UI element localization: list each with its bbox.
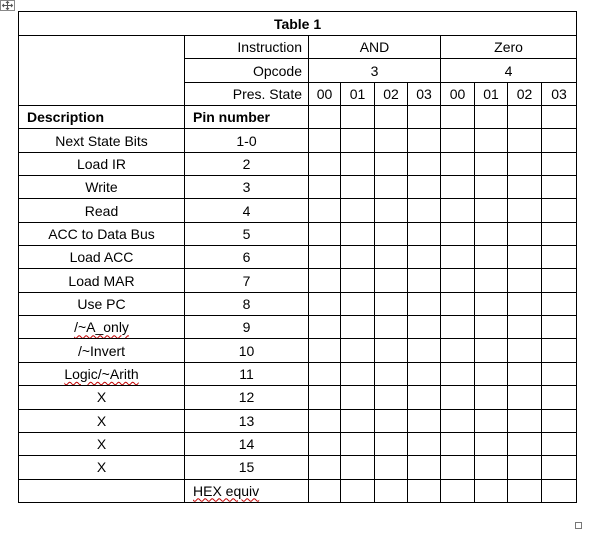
table-cell[interactable] <box>508 106 542 129</box>
description-cell[interactable]: Next State Bits <box>19 129 185 152</box>
table-cell[interactable] <box>508 456 542 479</box>
table-cell[interactable] <box>341 106 375 129</box>
table-cell[interactable] <box>309 456 341 479</box>
table-cell[interactable] <box>441 479 475 502</box>
table-cell[interactable] <box>375 362 408 385</box>
table-cell[interactable] <box>341 386 375 409</box>
table-cell[interactable] <box>408 106 441 129</box>
table-cell[interactable] <box>375 432 408 455</box>
table-row <box>19 409 577 432</box>
table-cell[interactable] <box>441 222 475 245</box>
table-cell[interactable] <box>542 199 577 222</box>
table-cell[interactable] <box>542 316 577 339</box>
table-cell[interactable] <box>475 269 508 292</box>
state-zero-02[interactable]: 02 <box>508 82 542 105</box>
table-row <box>19 222 577 245</box>
description-cell[interactable]: Read <box>19 199 185 222</box>
table-cell[interactable] <box>508 316 542 339</box>
table-cell[interactable] <box>542 269 577 292</box>
table-cell[interactable] <box>375 479 408 502</box>
table-cell[interactable] <box>508 409 542 432</box>
table-body <box>19 12 577 503</box>
table-cell[interactable] <box>408 362 441 385</box>
table-cell[interactable] <box>441 269 475 292</box>
table-cell[interactable] <box>441 432 475 455</box>
description-cell[interactable] <box>19 362 185 385</box>
pin-cell[interactable]: 2 <box>185 152 309 175</box>
opcode-and[interactable]: 3 <box>309 59 441 82</box>
table-cell[interactable] <box>508 129 542 152</box>
table-cell[interactable] <box>441 199 475 222</box>
table-cell[interactable] <box>309 106 341 129</box>
table-cell[interactable] <box>441 409 475 432</box>
table-cell[interactable] <box>508 176 542 199</box>
table-cell[interactable] <box>542 222 577 245</box>
table-cell[interactable] <box>408 292 441 315</box>
table-row <box>19 269 577 292</box>
table-cell[interactable] <box>542 456 577 479</box>
table-cell[interactable] <box>375 339 408 362</box>
table-cell[interactable] <box>441 456 475 479</box>
hex-equiv-cell[interactable] <box>185 479 309 502</box>
table-cell[interactable] <box>508 292 542 315</box>
description-cell[interactable]: /~Invert <box>19 339 185 362</box>
table-cell[interactable] <box>542 339 577 362</box>
state-zero-01[interactable]: 01 <box>475 82 508 105</box>
table-cell[interactable] <box>542 479 577 502</box>
table-row <box>19 386 577 409</box>
table-resize-handle[interactable] <box>575 522 582 529</box>
description-text: /~A_only <box>74 319 129 336</box>
table-row <box>19 339 577 362</box>
table-cell[interactable] <box>542 386 577 409</box>
table-cell[interactable] <box>408 246 441 269</box>
table-cell[interactable] <box>508 362 542 385</box>
table-cell[interactable] <box>341 246 375 269</box>
table-cell[interactable] <box>375 152 408 175</box>
move-arrows-icon <box>1 1 14 10</box>
table-cell[interactable] <box>375 129 408 152</box>
table-cell[interactable] <box>441 152 475 175</box>
pin-cell[interactable]: 15 <box>185 456 309 479</box>
table-cell[interactable] <box>475 176 508 199</box>
table-cell[interactable] <box>309 339 341 362</box>
table-row <box>19 362 577 385</box>
table-cell[interactable] <box>19 479 185 502</box>
state-and-01[interactable]: 01 <box>341 82 375 105</box>
description-cell[interactable]: Load ACC <box>19 246 185 269</box>
table-cell[interactable] <box>508 269 542 292</box>
column-header-row <box>19 106 577 129</box>
table-cell[interactable] <box>408 316 441 339</box>
instruction-label[interactable]: Instruction <box>185 36 309 59</box>
table-row <box>19 199 577 222</box>
table-row <box>19 246 577 269</box>
table-cell[interactable] <box>408 409 441 432</box>
table-cell[interactable] <box>542 432 577 455</box>
table-cell[interactable] <box>408 152 441 175</box>
table-cell[interactable] <box>375 292 408 315</box>
table-row <box>19 432 577 455</box>
pres-state-label[interactable]: Pres. State <box>185 82 309 105</box>
table-cell[interactable] <box>475 222 508 245</box>
table-row <box>19 456 577 479</box>
table-row <box>19 316 577 339</box>
pin-cell[interactable]: 3 <box>185 176 309 199</box>
table-cell[interactable] <box>475 129 508 152</box>
table-cell[interactable] <box>408 479 441 502</box>
table-cell[interactable] <box>475 152 508 175</box>
table-cell[interactable] <box>475 292 508 315</box>
table-cell[interactable] <box>309 409 341 432</box>
table-cell[interactable] <box>508 246 542 269</box>
table-cell[interactable] <box>542 129 577 152</box>
table-row <box>19 152 577 175</box>
table-cell[interactable] <box>375 222 408 245</box>
description-cell[interactable]: X <box>19 456 185 479</box>
table-cell[interactable] <box>375 199 408 222</box>
pin-cell[interactable]: 8 <box>185 292 309 315</box>
instruction-zero[interactable]: Zero <box>441 36 577 59</box>
table-cell[interactable] <box>341 479 375 502</box>
pin-cell[interactable]: 11 <box>185 362 309 385</box>
opcode-zero[interactable]: 4 <box>441 59 577 82</box>
table-cell[interactable] <box>408 199 441 222</box>
table-cell[interactable] <box>508 386 542 409</box>
table-cell[interactable] <box>341 269 375 292</box>
table-cell[interactable] <box>441 362 475 385</box>
table-cell[interactable] <box>375 456 408 479</box>
table-cell[interactable] <box>341 432 375 455</box>
table-cell[interactable] <box>475 106 508 129</box>
table-cell[interactable] <box>309 432 341 455</box>
table-cell[interactable] <box>341 129 375 152</box>
table-cell[interactable] <box>408 386 441 409</box>
table-cell[interactable] <box>408 339 441 362</box>
description-cell[interactable]: Write <box>19 176 185 199</box>
table-cell[interactable] <box>309 362 341 385</box>
pin-cell[interactable]: 10 <box>185 339 309 362</box>
table-cell[interactable] <box>309 222 341 245</box>
state-and-03[interactable]: 03 <box>408 82 441 105</box>
state-and-02[interactable]: 02 <box>375 82 408 105</box>
table-cell[interactable] <box>408 456 441 479</box>
table-cell[interactable] <box>408 176 441 199</box>
table-cell[interactable] <box>441 106 475 129</box>
table-cell[interactable] <box>441 246 475 269</box>
table-cell[interactable] <box>475 386 508 409</box>
table-cell[interactable] <box>542 152 577 175</box>
table-cell[interactable] <box>341 199 375 222</box>
table-cell[interactable] <box>441 292 475 315</box>
description-cell[interactable]: Load IR <box>19 152 185 175</box>
table-cell[interactable] <box>475 339 508 362</box>
caption-row <box>19 12 577 36</box>
table-cell[interactable] <box>508 222 542 245</box>
state-zero-03[interactable]: 03 <box>542 82 577 105</box>
table-cell[interactable] <box>475 409 508 432</box>
description-cell[interactable]: Load MAR <box>19 269 185 292</box>
state-and-00[interactable]: 00 <box>309 82 341 105</box>
table-row <box>19 176 577 199</box>
table-cell[interactable] <box>475 199 508 222</box>
table-cell[interactable] <box>341 316 375 339</box>
table-cell[interactable] <box>475 456 508 479</box>
table-cell[interactable] <box>408 432 441 455</box>
table-cell[interactable] <box>341 339 375 362</box>
table-move-handle[interactable] <box>0 0 15 11</box>
table-cell[interactable] <box>542 292 577 315</box>
table-cell[interactable] <box>475 362 508 385</box>
table-row <box>19 129 577 152</box>
table-cell[interactable] <box>375 106 408 129</box>
hex-equiv-label: HEX equiv <box>193 482 260 499</box>
table-row <box>19 292 577 315</box>
table-cell[interactable] <box>441 339 475 362</box>
table-cell[interactable] <box>508 432 542 455</box>
table-cell[interactable] <box>542 106 577 129</box>
description-cell[interactable]: X <box>19 409 185 432</box>
table-cell[interactable] <box>375 386 408 409</box>
table-cell[interactable] <box>408 129 441 152</box>
table-cell[interactable] <box>441 129 475 152</box>
table-cell[interactable] <box>408 222 441 245</box>
table-cell[interactable] <box>542 246 577 269</box>
table-cell[interactable] <box>341 152 375 175</box>
pin-cell[interactable]: 12 <box>185 386 309 409</box>
pin-number-header[interactable]: Pin number <box>185 106 309 129</box>
table-cell[interactable] <box>542 409 577 432</box>
description-cell[interactable]: X <box>19 432 185 455</box>
table-cell[interactable] <box>309 292 341 315</box>
table-cell[interactable] <box>475 432 508 455</box>
table-cell[interactable] <box>375 176 408 199</box>
table-cell[interactable] <box>475 246 508 269</box>
description-header[interactable]: Description <box>19 106 185 129</box>
pin-cell[interactable]: 13 <box>185 409 309 432</box>
table-cell[interactable] <box>375 246 408 269</box>
table-cell[interactable] <box>375 316 408 339</box>
table-cell[interactable] <box>341 222 375 245</box>
description-cell[interactable]: ACC to Data Bus <box>19 222 185 245</box>
pin-cell[interactable]: 14 <box>185 432 309 455</box>
table-cell[interactable] <box>408 269 441 292</box>
table-cell[interactable] <box>375 269 408 292</box>
table-cell[interactable] <box>508 479 542 502</box>
table-cell[interactable] <box>441 316 475 339</box>
table-cell[interactable] <box>341 176 375 199</box>
table-caption[interactable]: Table 1 <box>19 12 577 36</box>
instruction-row <box>19 36 577 59</box>
description-cell[interactable]: Use PC <box>19 292 185 315</box>
table-cell[interactable] <box>309 246 341 269</box>
table-cell[interactable] <box>375 409 408 432</box>
opcode-label[interactable]: Opcode <box>185 59 309 82</box>
table-cell[interactable] <box>508 199 542 222</box>
table-cell[interactable] <box>508 339 542 362</box>
table-cell[interactable] <box>309 386 341 409</box>
table-cell[interactable] <box>341 456 375 479</box>
description-cell[interactable]: X <box>19 386 185 409</box>
pin-cell[interactable]: 9 <box>185 316 309 339</box>
hex-row <box>19 479 577 502</box>
description-cell[interactable] <box>19 316 185 339</box>
table-cell[interactable] <box>475 316 508 339</box>
table-cell[interactable] <box>341 292 375 315</box>
table-cell[interactable] <box>309 316 341 339</box>
table-cell[interactable] <box>542 362 577 385</box>
pin-cell[interactable]: 5 <box>185 222 309 245</box>
pin-cell[interactable]: 7 <box>185 269 309 292</box>
table-cell[interactable] <box>341 362 375 385</box>
table-cell[interactable] <box>441 386 475 409</box>
instruction-and[interactable]: AND <box>309 36 441 59</box>
pin-cell[interactable]: 6 <box>185 246 309 269</box>
description-text: Logic/~Arith <box>64 365 139 382</box>
header-blank-cell[interactable] <box>19 36 185 106</box>
table-cell[interactable] <box>309 269 341 292</box>
table-cell[interactable] <box>309 176 341 199</box>
table-cell[interactable] <box>441 176 475 199</box>
state-zero-00[interactable]: 00 <box>441 82 475 105</box>
table-cell[interactable] <box>309 129 341 152</box>
pin-cell[interactable]: 1-0 <box>185 129 309 152</box>
table-cell[interactable] <box>309 479 341 502</box>
control-signal-table <box>18 11 577 503</box>
table-cell[interactable] <box>508 152 542 175</box>
table-cell[interactable] <box>309 152 341 175</box>
table-cell[interactable] <box>542 176 577 199</box>
table-cell[interactable] <box>341 409 375 432</box>
table-cell[interactable] <box>475 479 508 502</box>
table-cell[interactable] <box>309 199 341 222</box>
pin-cell[interactable]: 4 <box>185 199 309 222</box>
